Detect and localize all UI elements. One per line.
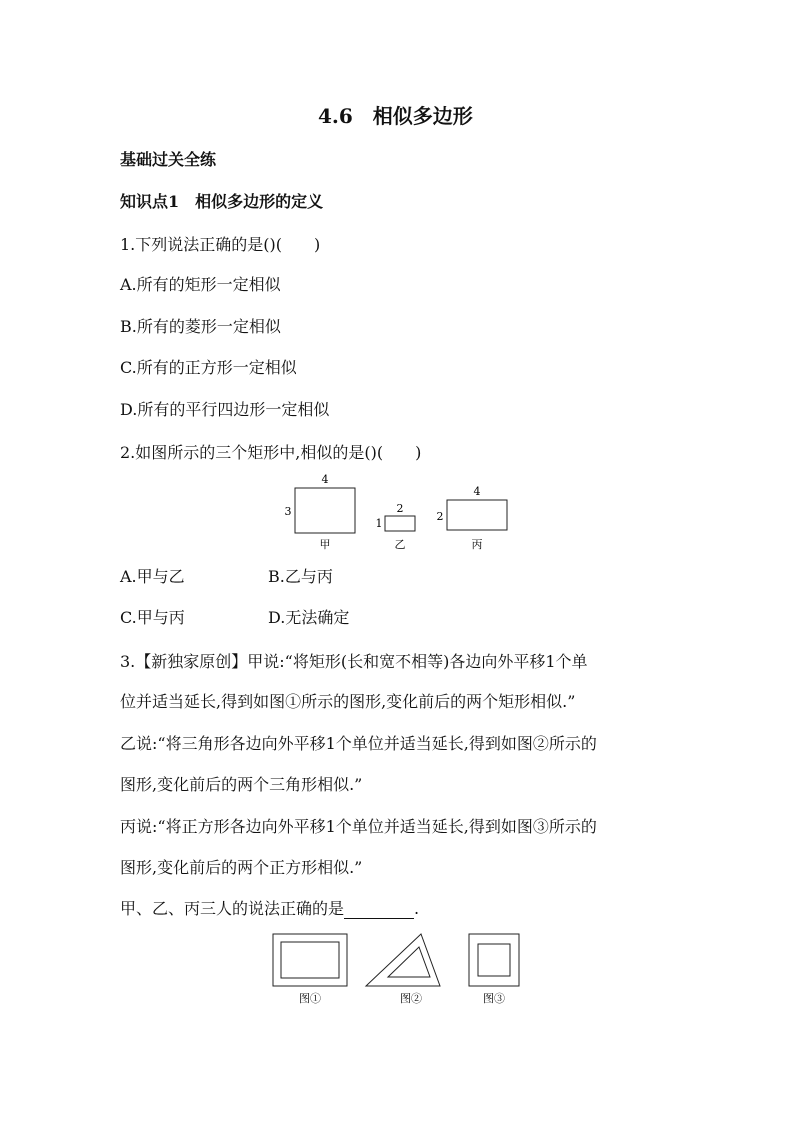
question-2-stem: 2.如图所示的三个矩形中,相似的是()( ) (120, 443, 422, 462)
figure-2-outer-triangle (366, 934, 440, 986)
figure-3-inner-square (478, 944, 510, 976)
question-1-option-b[interactable]: B.所有的菱形一定相似 (120, 317, 281, 336)
question-3-ask (120, 899, 419, 919)
figure-2-inner-triangle (388, 947, 430, 977)
page-title: 4.6 相似多边形 (318, 104, 473, 128)
question-2-option-c[interactable]: C.甲与丙 (120, 608, 185, 627)
answer-blank[interactable] (344, 902, 414, 919)
rectangle-bing (447, 500, 507, 530)
rectangle-jia-height: 3 (284, 505, 292, 518)
rectangle-yi-label: 乙 (394, 538, 406, 551)
figure-2-label: 图② (400, 992, 422, 1005)
rectangle-jia (295, 488, 355, 533)
figure-3-label: 图③ (483, 992, 505, 1005)
question-3-line-4: 图形,变化前后的两个三角形相似.” (120, 775, 363, 794)
section-heading: 基础过关全练 (120, 150, 217, 169)
rectangle-yi-width: 2 (396, 502, 404, 515)
rectangle-yi-height: 1 (375, 517, 383, 530)
rectangle-bing-width: 4 (473, 485, 481, 498)
question-3-line-6: 图形,变化前后的两个正方形相似.” (120, 858, 363, 877)
question-3-line-3: 乙说:“将三角形各边向外平移1个单位并适当延长,得到如图②所示的 (120, 734, 597, 753)
rectangle-jia-label: 甲 (319, 538, 331, 551)
question-3-line-2: 位并适当延长,得到如图①所示的图形,变化前后的两个矩形相似.” (120, 692, 576, 711)
question-3-line-5: 丙说:“将正方形各边向外平移1个单位并适当延长,得到如图③所示的 (120, 817, 597, 836)
question-2-option-d[interactable]: D.无法确定 (268, 608, 350, 627)
question-1-option-c[interactable]: C.所有的正方形一定相似 (120, 358, 297, 377)
rectangle-yi (385, 516, 415, 531)
question-3-ask-text: 甲、乙、丙三人的说法正确的是 (120, 899, 345, 918)
knowledge-point-heading: 知识点1 相似多边形的定义 (120, 192, 324, 211)
question-3-line-1: 3.【新独家原创】甲说:“将矩形(长和宽不相等)各边向外平移1个单 (120, 652, 588, 671)
question-1-option-d[interactable]: D.所有的平行四边形一定相似 (120, 400, 330, 419)
question-2-option-a[interactable]: A.甲与乙 (120, 567, 185, 586)
rectangle-jia-width: 4 (321, 473, 329, 486)
question-3-ask-end: . (414, 899, 420, 918)
rectangle-bing-height: 2 (436, 510, 444, 523)
rectangle-bing-label: 丙 (471, 538, 483, 551)
question-3-figures (268, 930, 528, 1010)
figure-3-outer-square (469, 934, 519, 986)
question-2-option-b[interactable]: B.乙与丙 (268, 567, 333, 586)
figure-1-label: 图① (299, 992, 321, 1005)
question-1-option-a[interactable]: A.所有的矩形一定相似 (120, 275, 281, 294)
figure-1-inner-rectangle (281, 942, 339, 978)
question-1-stem: 1.下列说法正确的是()( ) (120, 235, 321, 254)
question-2-figure (278, 470, 518, 554)
